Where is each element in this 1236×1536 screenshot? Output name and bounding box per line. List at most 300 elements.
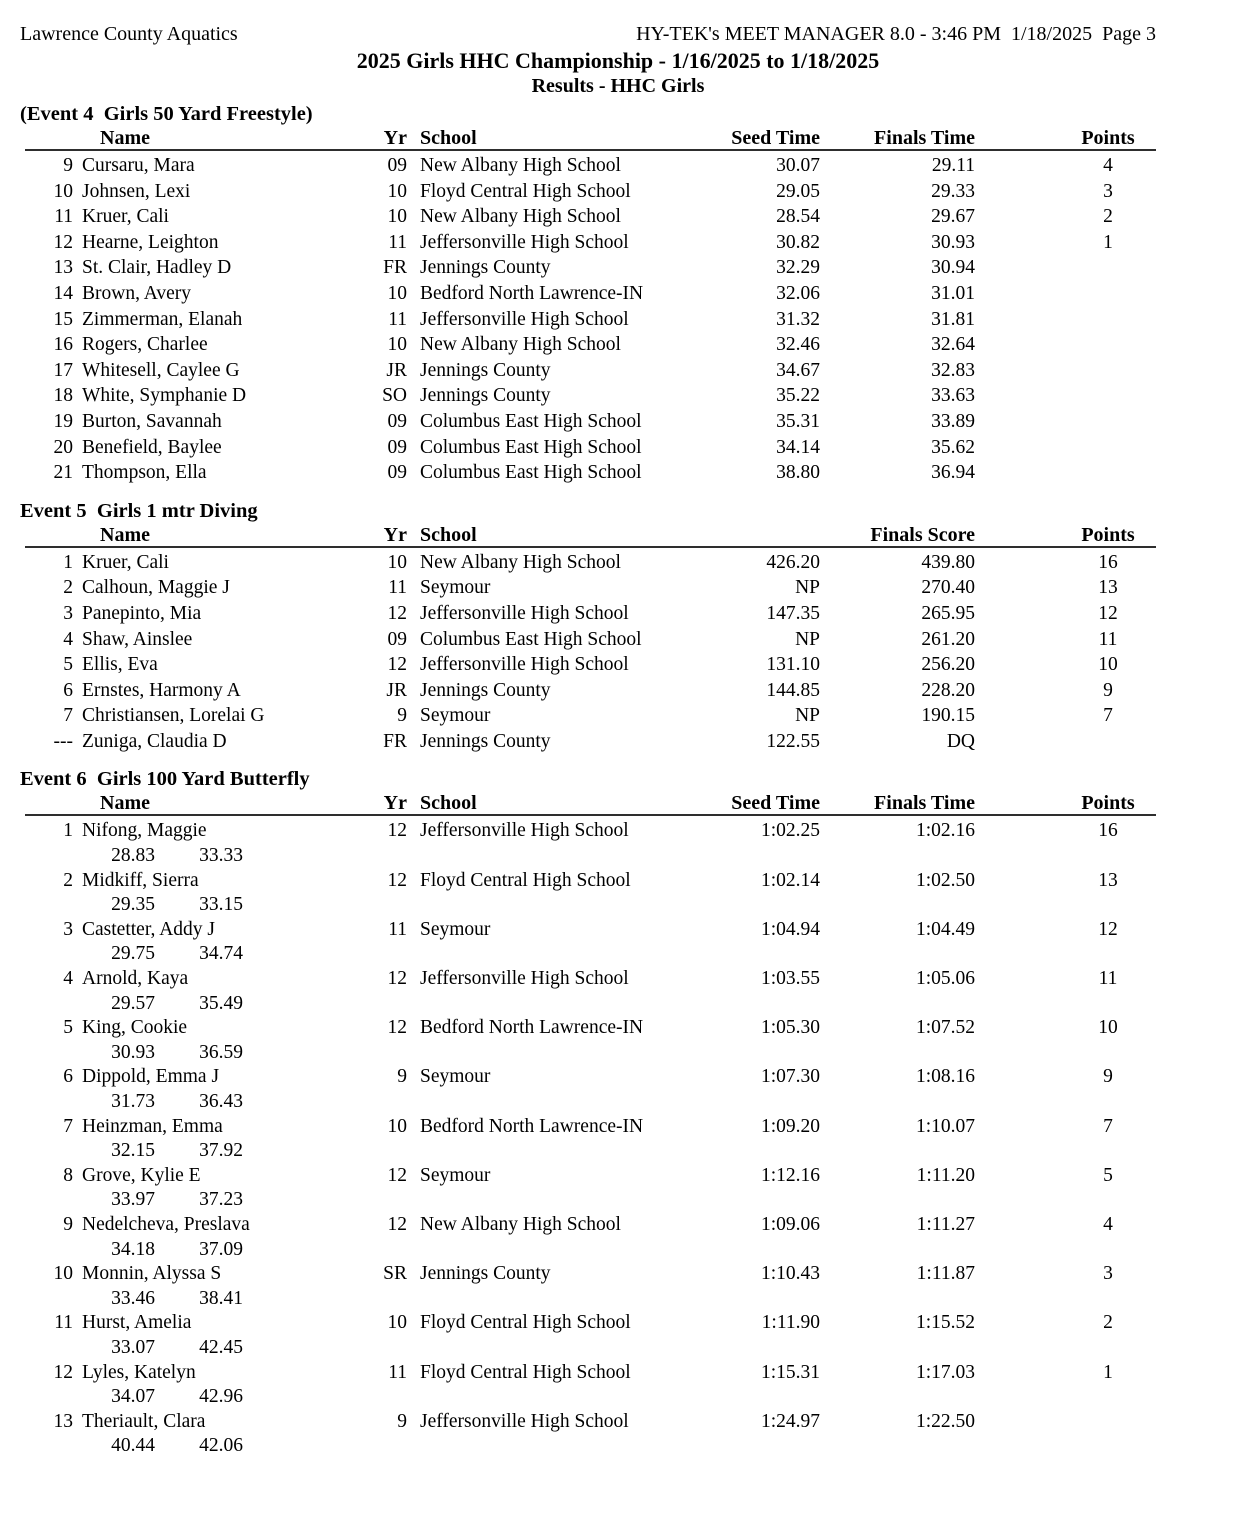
seed-time-cell: 31.32 xyxy=(776,308,820,330)
seed-time-cell: NP xyxy=(795,705,820,727)
finals-time-cell: 1:15.52 xyxy=(915,1312,975,1334)
year-cell: 10 xyxy=(387,1115,407,1137)
finals-time-cell: 32.64 xyxy=(931,334,975,356)
place-cell: 14 xyxy=(53,282,73,304)
points-cell: 10 xyxy=(1098,1017,1118,1039)
points-cell: 12 xyxy=(1098,602,1118,624)
points-cell: 5 xyxy=(1103,1164,1113,1186)
seed-time-cell: 1:03.55 xyxy=(760,968,820,990)
split-time-2: 37.23 xyxy=(199,1189,243,1211)
finals-time-cell: 228.20 xyxy=(921,679,975,701)
events-container xyxy=(0,102,1236,1458)
result-row xyxy=(0,1212,1175,1238)
swimmer-name-cell: Dippold, Emma J xyxy=(82,1066,220,1088)
swimmer-name-cell: Arnold, Kaya xyxy=(82,968,189,990)
place-cell: 9 xyxy=(63,155,73,176)
result-row xyxy=(0,179,1175,205)
points-cell: 7 xyxy=(1103,1115,1113,1137)
school-cell: Seymour xyxy=(420,918,491,940)
report-header-row xyxy=(0,21,1236,47)
year-cell: FR xyxy=(383,257,407,279)
seed-time-cell: 1:02.25 xyxy=(760,820,820,842)
result-row xyxy=(0,281,1175,307)
splits-row xyxy=(0,1041,1236,1065)
result-row xyxy=(0,153,1175,179)
year-cell: 11 xyxy=(388,1361,407,1383)
split-time-1: 33.46 xyxy=(111,1287,155,1309)
split-time-1: 30.93 xyxy=(111,1041,155,1063)
place-cell: 10 xyxy=(53,1263,73,1285)
place-cell: 11 xyxy=(54,1312,73,1334)
school-cell: Jeffersonville High School xyxy=(420,968,629,990)
splits-row xyxy=(0,1090,1236,1114)
finals-time-cell: 35.62 xyxy=(931,436,975,458)
seed-time-cell: 30.07 xyxy=(776,155,820,176)
place-cell: 17 xyxy=(53,359,73,381)
place-cell: 15 xyxy=(53,308,73,330)
finals-time-cell: 33.89 xyxy=(931,410,975,432)
result-row xyxy=(0,255,1175,281)
seed-column-header: Seed Time xyxy=(731,792,820,815)
year-cell: 12 xyxy=(387,820,407,842)
result-row xyxy=(0,1015,1175,1041)
result-row xyxy=(0,358,1175,384)
swimmer-name-cell: Johnsen, Lexi xyxy=(82,180,191,202)
place-cell: 5 xyxy=(63,1017,73,1039)
points-cell: 7 xyxy=(1103,705,1113,727)
finals-time-cell: 29.67 xyxy=(931,206,975,228)
place-column-header xyxy=(0,127,73,150)
school-cell: Jennings County xyxy=(420,257,551,279)
seed-time-cell: 1:24.97 xyxy=(760,1410,820,1432)
school-cell: Floyd Central High School xyxy=(420,869,631,891)
split-time-2: 34.74 xyxy=(199,943,243,965)
swimmer-name-cell: Nifong, Maggie xyxy=(82,820,207,842)
finals-time-cell: 32.83 xyxy=(931,359,975,381)
result-row xyxy=(0,204,1175,230)
swimmer-name-cell: Panepinto, Mia xyxy=(82,602,202,624)
swimmer-name-cell: Zuniga, Claudia D xyxy=(82,730,227,752)
event-section xyxy=(0,767,1236,1457)
result-row xyxy=(0,1261,1175,1287)
year-cell: 11 xyxy=(388,577,407,599)
finals-time-cell: 29.33 xyxy=(931,180,975,202)
place-cell: 10 xyxy=(53,180,73,202)
seed-time-cell: 29.05 xyxy=(776,180,820,202)
place-cell: 7 xyxy=(63,705,73,727)
school-cell: New Albany High School xyxy=(420,1213,621,1235)
splits-row xyxy=(0,992,1236,1016)
finals-time-cell: 1:17.03 xyxy=(915,1361,975,1383)
splits-row xyxy=(0,1385,1236,1409)
place-cell: 5 xyxy=(63,654,73,676)
place-cell: 6 xyxy=(63,1066,73,1088)
year-cell: 11 xyxy=(388,918,407,940)
finals-time-cell: 1:10.07 xyxy=(915,1115,975,1137)
school-cell: Jeffersonville High School xyxy=(420,308,629,330)
swimmer-name-cell: Cursaru, Mara xyxy=(82,155,195,176)
year-cell: 12 xyxy=(387,869,407,891)
year-cell: FR xyxy=(383,730,407,752)
points-cell: 1 xyxy=(1103,231,1113,253)
seed-time-cell: 38.80 xyxy=(776,462,820,484)
school-cell: Jeffersonville High School xyxy=(420,231,629,253)
finals-time-cell: 190.15 xyxy=(921,705,975,727)
points-column-header: Points xyxy=(1081,127,1135,149)
points-cell xyxy=(975,281,1175,307)
school-column-header: School xyxy=(420,127,477,149)
column-header-row xyxy=(0,792,1175,815)
place-cell: 11 xyxy=(54,206,73,228)
points-cell xyxy=(975,435,1175,461)
finals-time-cell: 1:04.49 xyxy=(915,918,975,940)
place-cell: 18 xyxy=(53,385,73,407)
points-cell: 10 xyxy=(1098,654,1118,676)
place-cell: 7 xyxy=(63,1115,73,1137)
place-column-header xyxy=(0,792,73,815)
year-cell: 09 xyxy=(387,155,407,176)
swimmer-name-cell: Calhoun, Maggie J xyxy=(82,577,230,599)
place-cell: 13 xyxy=(53,1410,73,1432)
split-time-2: 33.15 xyxy=(199,894,243,916)
finals-time-cell: 1:11.27 xyxy=(916,1213,975,1235)
points-cell xyxy=(975,729,1175,755)
year-cell: 11 xyxy=(388,308,407,330)
event-title: Event 5 Girls 1 mtr Diving xyxy=(20,499,258,522)
result-row xyxy=(0,332,1175,358)
school-cell: New Albany High School xyxy=(420,551,621,573)
points-cell xyxy=(975,1409,1175,1435)
seed-time-cell: 1:02.14 xyxy=(760,869,820,891)
year-cell: 09 xyxy=(387,410,407,432)
seed-column-header: Seed Time xyxy=(731,127,820,149)
year-cell: 11 xyxy=(388,231,407,253)
year-cell: SO xyxy=(382,385,407,407)
school-cell: Floyd Central High School xyxy=(420,180,631,202)
splits-row xyxy=(0,1238,1236,1262)
school-cell: Jeffersonville High School xyxy=(420,820,629,842)
split-time-2: 38.41 xyxy=(199,1287,243,1309)
result-row xyxy=(0,1163,1175,1189)
school-cell: Columbus East High School xyxy=(420,628,642,650)
school-cell: New Albany High School xyxy=(420,334,621,356)
year-cell: 10 xyxy=(387,551,407,573)
result-row xyxy=(0,818,1175,844)
points-cell: 3 xyxy=(1103,180,1113,202)
seed-time-cell: 35.31 xyxy=(776,410,820,432)
finals-time-cell: 1:11.20 xyxy=(916,1164,975,1186)
seed-time-cell: 32.46 xyxy=(776,334,820,356)
place-cell: 3 xyxy=(63,602,73,624)
points-cell: 16 xyxy=(1098,820,1118,842)
points-column-header: Points xyxy=(1081,792,1135,815)
finals-time-cell: 1:02.50 xyxy=(915,869,975,891)
splits-row xyxy=(0,1188,1236,1212)
year-cell: 09 xyxy=(387,436,407,458)
split-time-1: 28.83 xyxy=(111,845,155,867)
name-column-header: Name xyxy=(100,792,150,815)
place-cell: 9 xyxy=(63,1213,73,1235)
seed-time-cell: 32.29 xyxy=(776,257,820,279)
result-row xyxy=(0,1360,1175,1386)
points-cell xyxy=(975,255,1175,281)
finals-time-cell: 31.81 xyxy=(931,308,975,330)
finals-time-cell: 1:02.16 xyxy=(915,820,975,842)
school-cell: Jennings County xyxy=(420,359,551,381)
split-time-1: 31.73 xyxy=(111,1091,155,1112)
name-column-header: Name xyxy=(100,523,150,546)
points-cell: 16 xyxy=(1098,551,1118,573)
seed-time-cell: 147.35 xyxy=(766,602,820,624)
software-timestamp-line: HY-TEK's MEET MANAGER 8.0 - 3:46 PM 1/18/2025 Page 3 xyxy=(636,23,1156,45)
year-cell: 10 xyxy=(387,334,407,356)
school-cell: Floyd Central High School xyxy=(420,1361,631,1383)
split-time-1: 34.07 xyxy=(111,1386,155,1408)
place-cell: 20 xyxy=(53,436,73,458)
swimmer-name-cell: Kruer, Cali xyxy=(82,206,169,228)
finals-time-cell: 33.63 xyxy=(931,385,975,407)
seed-time-cell: 1:09.06 xyxy=(760,1213,820,1235)
splits-row xyxy=(0,1336,1236,1360)
result-row xyxy=(0,409,1175,435)
split-time-2: 37.92 xyxy=(199,1140,243,1162)
points-cell: 2 xyxy=(1103,206,1113,228)
place-cell: 2 xyxy=(63,869,73,891)
finals-time-cell: DQ xyxy=(946,730,975,752)
result-row xyxy=(0,550,1175,576)
split-time-2: 36.43 xyxy=(199,1091,243,1112)
points-cell: 11 xyxy=(1098,628,1118,650)
year-cell: JR xyxy=(386,679,407,701)
points-cell: 11 xyxy=(1098,968,1118,990)
swimmer-name-cell: Castetter, Addy J xyxy=(82,918,215,940)
school-cell: Jennings County xyxy=(420,1263,551,1285)
splits-row xyxy=(0,893,1236,917)
split-time-1: 40.44 xyxy=(111,1435,155,1457)
points-cell: 3 xyxy=(1103,1263,1113,1285)
result-row xyxy=(0,652,1175,678)
swimmer-name-cell: King, Cookie xyxy=(82,1017,188,1039)
points-cell xyxy=(975,460,1175,486)
seed-time-cell: 34.14 xyxy=(776,436,820,458)
year-cell: 10 xyxy=(387,282,407,304)
swimmer-name-cell: Benefield, Baylee xyxy=(82,436,222,458)
place-cell: 2 xyxy=(63,577,73,599)
place-column-header xyxy=(0,524,73,547)
school-cell: Seymour xyxy=(420,577,491,599)
result-row xyxy=(0,307,1175,333)
event-title: (Event 4 Girls 50 Yard Freestyle) xyxy=(20,103,313,125)
place-cell: 13 xyxy=(53,257,73,279)
school-cell: Jennings County xyxy=(420,730,551,752)
finals-time-cell: 265.95 xyxy=(921,602,975,624)
points-cell xyxy=(975,358,1175,384)
split-time-2: 42.45 xyxy=(199,1336,243,1358)
swimmer-name-cell: Nedelcheva, Preslava xyxy=(82,1213,250,1235)
yr-column-header: Yr xyxy=(383,127,407,149)
result-row xyxy=(0,575,1175,601)
finals-column-header: Finals Score xyxy=(870,523,975,546)
splits-row xyxy=(0,1434,1236,1458)
yr-column-header: Yr xyxy=(383,792,407,815)
points-cell: 1 xyxy=(1103,1361,1113,1383)
splits-row xyxy=(0,942,1236,966)
school-cell: New Albany High School xyxy=(420,155,621,176)
swimmer-name-cell: Brown, Avery xyxy=(82,282,192,304)
result-row xyxy=(0,435,1175,461)
yr-column-header: Yr xyxy=(383,523,407,546)
year-cell: 10 xyxy=(387,180,407,202)
swimmer-name-cell: Ernstes, Harmony A xyxy=(82,679,241,701)
seed-time-cell: 30.82 xyxy=(776,231,820,253)
seed-time-cell: 1:04.94 xyxy=(760,918,820,940)
split-time-1: 29.75 xyxy=(111,943,155,965)
place-cell: 21 xyxy=(53,462,73,484)
split-time-1: 34.18 xyxy=(111,1238,155,1260)
swimmer-name-cell: Lyles, Katelyn xyxy=(82,1361,196,1383)
points-cell: 9 xyxy=(1103,679,1113,701)
finals-time-cell: 1:07.52 xyxy=(915,1017,975,1039)
split-time-2: 33.33 xyxy=(199,845,243,867)
points-cell xyxy=(975,307,1175,333)
place-cell: 6 xyxy=(63,679,73,701)
result-row xyxy=(0,230,1175,256)
finals-time-cell: 31.01 xyxy=(931,282,975,304)
points-cell: 12 xyxy=(1098,918,1118,940)
finals-column-header: Finals Time xyxy=(874,127,975,149)
school-cell: Jeffersonville High School xyxy=(420,654,629,676)
year-cell: 12 xyxy=(387,1017,407,1039)
school-cell: Bedford North Lawrence-IN xyxy=(420,1115,644,1137)
place-cell: 8 xyxy=(63,1164,73,1186)
place-cell: 12 xyxy=(53,1361,73,1383)
place-cell: 4 xyxy=(63,968,73,990)
school-cell: New Albany High School xyxy=(420,206,621,228)
year-cell: 12 xyxy=(387,968,407,990)
school-column-header: School xyxy=(420,523,477,546)
points-column-header: Points xyxy=(1081,523,1135,546)
year-cell: 9 xyxy=(397,1066,407,1088)
finals-time-cell: 270.40 xyxy=(921,577,975,599)
points-cell: 2 xyxy=(1103,1312,1113,1334)
year-cell: 12 xyxy=(387,1164,407,1186)
finals-time-cell: 29.11 xyxy=(931,155,975,176)
finals-time-cell: 30.94 xyxy=(931,257,975,279)
year-cell: JR xyxy=(386,359,407,381)
school-cell: Columbus East High School xyxy=(420,410,642,432)
school-cell: Jennings County xyxy=(420,385,551,407)
school-cell: Jeffersonville High School xyxy=(420,602,629,624)
seed-time-cell: NP xyxy=(795,628,820,650)
column-header-row xyxy=(0,524,1175,547)
swimmer-name-cell: Grove, Kylie E xyxy=(82,1164,201,1186)
splits-row xyxy=(0,1139,1236,1163)
swimmer-name-cell: Rogers, Charlee xyxy=(82,334,208,356)
points-cell: 9 xyxy=(1103,1066,1113,1088)
seed-time-cell: 1:15.31 xyxy=(760,1361,820,1383)
result-row xyxy=(0,966,1175,992)
year-cell: 12 xyxy=(387,1213,407,1235)
finals-time-cell: 30.93 xyxy=(931,231,975,253)
school-cell: Columbus East High School xyxy=(420,462,642,484)
seed-time-cell: 1:10.43 xyxy=(760,1263,820,1285)
seed-time-cell: 1:09.20 xyxy=(760,1115,820,1137)
split-time-1: 33.07 xyxy=(111,1336,155,1358)
swimmer-name-cell: Ellis, Eva xyxy=(82,654,158,676)
swimmer-name-cell: Midkiff, Sierra xyxy=(82,869,199,891)
year-cell: 9 xyxy=(397,705,407,727)
swimmer-name-cell: Zimmerman, Elanah xyxy=(82,308,243,330)
split-time-2: 36.59 xyxy=(199,1041,243,1063)
year-cell: 09 xyxy=(387,462,407,484)
result-row xyxy=(0,1310,1175,1336)
finals-time-cell: 261.20 xyxy=(921,628,975,650)
points-cell xyxy=(975,383,1175,409)
place-cell: 1 xyxy=(63,820,73,842)
seed-time-cell: 34.67 xyxy=(776,359,820,381)
school-cell: Seymour xyxy=(420,1066,491,1088)
seed-time-cell: 35.22 xyxy=(776,385,820,407)
split-time-1: 29.35 xyxy=(111,894,155,916)
year-cell: SR xyxy=(383,1263,407,1285)
seed-time-cell: 122.55 xyxy=(766,730,820,752)
finals-time-cell: 1:08.16 xyxy=(915,1066,975,1088)
finals-time-cell: 256.20 xyxy=(921,654,975,676)
place-cell: 12 xyxy=(53,231,73,253)
result-row xyxy=(0,627,1175,653)
place-cell: --- xyxy=(53,730,73,752)
year-cell: 9 xyxy=(397,1410,407,1432)
result-row xyxy=(0,1064,1175,1090)
swimmer-name-cell: Christiansen, Lorelai G xyxy=(82,705,265,727)
swimmer-name-cell: Hurst, Amelia xyxy=(82,1312,192,1334)
seed-column-header xyxy=(690,524,820,547)
swimmer-name-cell: Burton, Savannah xyxy=(82,410,222,432)
points-cell xyxy=(975,409,1175,435)
split-time-2: 42.06 xyxy=(199,1435,243,1457)
split-time-1: 29.57 xyxy=(111,992,155,1014)
event-section xyxy=(0,499,1236,755)
place-cell: 16 xyxy=(53,334,73,356)
year-cell: 10 xyxy=(387,206,407,228)
name-column-header: Name xyxy=(100,127,150,149)
school-cell: Jennings County xyxy=(420,679,551,701)
split-time-1: 32.15 xyxy=(111,1140,155,1162)
seed-time-cell: 32.06 xyxy=(776,282,820,304)
result-row xyxy=(0,678,1175,704)
swimmer-name-cell: Monnin, Alyssa S xyxy=(82,1263,222,1285)
swimmer-name-cell: Thompson, Ella xyxy=(82,462,207,484)
points-cell: 13 xyxy=(1098,577,1118,599)
swimmer-name-cell: White, Symphanie D xyxy=(82,385,247,407)
result-row xyxy=(0,729,1175,755)
school-cell: Seymour xyxy=(420,705,491,727)
split-time-2: 35.49 xyxy=(199,992,243,1014)
result-row xyxy=(0,383,1175,409)
finals-column-header: Finals Time xyxy=(874,792,975,815)
split-time-1: 33.97 xyxy=(111,1189,155,1211)
place-cell: 1 xyxy=(63,551,73,573)
school-column-header: School xyxy=(420,792,477,815)
year-cell: 12 xyxy=(387,602,407,624)
swimmer-name-cell: Whitesell, Caylee G xyxy=(82,359,240,381)
seed-time-cell: 28.54 xyxy=(776,206,820,228)
finals-time-cell: 439.80 xyxy=(921,551,975,573)
school-cell: Bedford North Lawrence-IN xyxy=(420,1017,644,1039)
result-row xyxy=(0,1409,1175,1435)
finals-time-cell: 1:22.50 xyxy=(915,1410,975,1432)
school-cell: Bedford North Lawrence-IN xyxy=(420,282,644,304)
